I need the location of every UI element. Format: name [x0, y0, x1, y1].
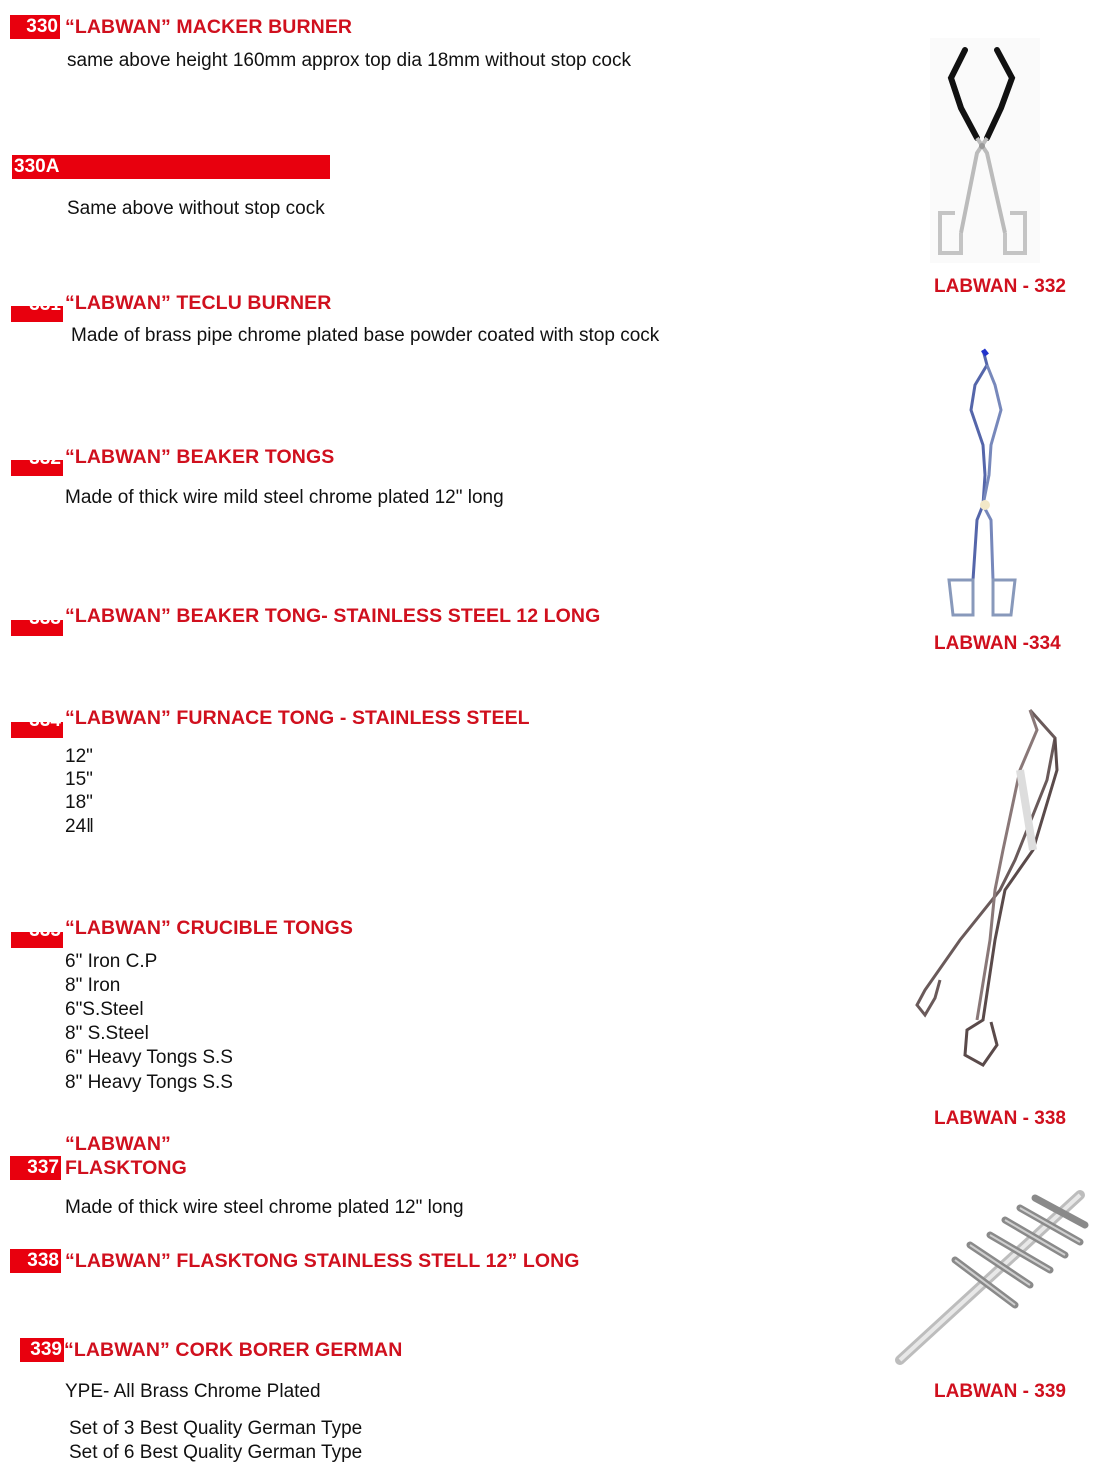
variant-option: 8" Heavy Tongs S.S	[65, 1072, 233, 1093]
item-code: 335	[29, 920, 61, 941]
size-option: 15"	[65, 769, 93, 790]
item-code-badge	[11, 710, 63, 738]
set-option: Set of 3 Best Quality German Type	[69, 1418, 363, 1439]
item-description: YPE- All Brass Chrome Plated	[65, 1381, 321, 1402]
variant-option: 6" Heavy Tongs S.S	[65, 1047, 233, 1068]
item-code: 332	[29, 448, 61, 469]
variant-option: 8" S.Steel	[65, 1023, 149, 1044]
item-code: 338	[27, 1250, 59, 1271]
item-title: “LABWAN” CORK BORER GERMAN	[64, 1339, 403, 1361]
beaker-tongs-rubber-tips-image	[925, 38, 1045, 268]
variant-option: 6"S.Steel	[65, 999, 144, 1020]
set-option: Set of 6 Best Quality German Type	[69, 1442, 363, 1463]
item-code-badge	[12, 155, 330, 179]
item-title: “LABWAN” FLASKTONG STAINLESS STELL 12” LONG	[65, 1250, 580, 1272]
item-code-badge	[20, 1338, 64, 1362]
furnace-tong-image	[905, 700, 1075, 1080]
item-code-badge	[10, 1156, 61, 1180]
item-code: 330A	[14, 156, 60, 177]
item-code-badge	[11, 608, 63, 636]
item-code: 331	[29, 294, 61, 315]
size-option: 24‖	[65, 816, 94, 837]
item-title: “LABWAN” CRUCIBLE TONGS	[65, 917, 353, 939]
size-option: 12"	[65, 746, 93, 767]
variant-option: 6" Iron C.P	[65, 951, 158, 972]
item-description: same above height 160mm approx top dia 18mm without stop cock	[67, 50, 631, 71]
item-code: 334	[29, 710, 61, 731]
variant-option: 8" Iron	[65, 975, 121, 996]
item-code-badge	[11, 920, 63, 948]
item-code-badge	[11, 294, 63, 322]
image-caption: LABWAN - 338	[934, 1108, 1066, 1129]
item-description: Made of thick wire steel chrome plated 12" long	[65, 1197, 464, 1218]
item-title: “LABWAN” TECLU BURNER	[65, 292, 332, 314]
item-description: Made of brass pipe chrome plated base powder coated with stop cock	[71, 325, 660, 346]
size-option: 18"	[65, 792, 93, 813]
item-code: 330	[26, 16, 58, 37]
item-description: Same above without stop cock	[67, 198, 325, 219]
beaker-tongs-wire-image	[935, 345, 1025, 625]
item-code-badge	[10, 1249, 61, 1273]
item-code-badge	[11, 448, 63, 476]
item-title: FLASKTONG	[65, 1157, 187, 1179]
cork-borer-set-image	[895, 1180, 1095, 1375]
item-code: 339	[30, 1339, 62, 1360]
item-title: “LABWAN” FURNACE TONG - STAINLESS STEEL	[65, 707, 530, 729]
item-title: “LABWAN” MACKER BURNER	[65, 16, 353, 38]
item-code: 337	[27, 1157, 59, 1178]
image-caption: LABWAN - 339	[934, 1381, 1066, 1402]
item-title: “LABWAN” BEAKER TONGS	[65, 446, 335, 468]
item-description: Made of thick wire mild steel chrome plated 12" long	[65, 487, 504, 508]
item-code: 333	[29, 608, 61, 629]
image-caption: LABWAN -334	[934, 633, 1061, 654]
item-code-badge	[10, 15, 60, 39]
item-title: “LABWAN” BEAKER TONG- STAINLESS STEEL 12 LONG	[65, 605, 601, 627]
image-caption: LABWAN - 332	[934, 276, 1066, 297]
item-title-line1: “LABWAN”	[65, 1133, 171, 1155]
